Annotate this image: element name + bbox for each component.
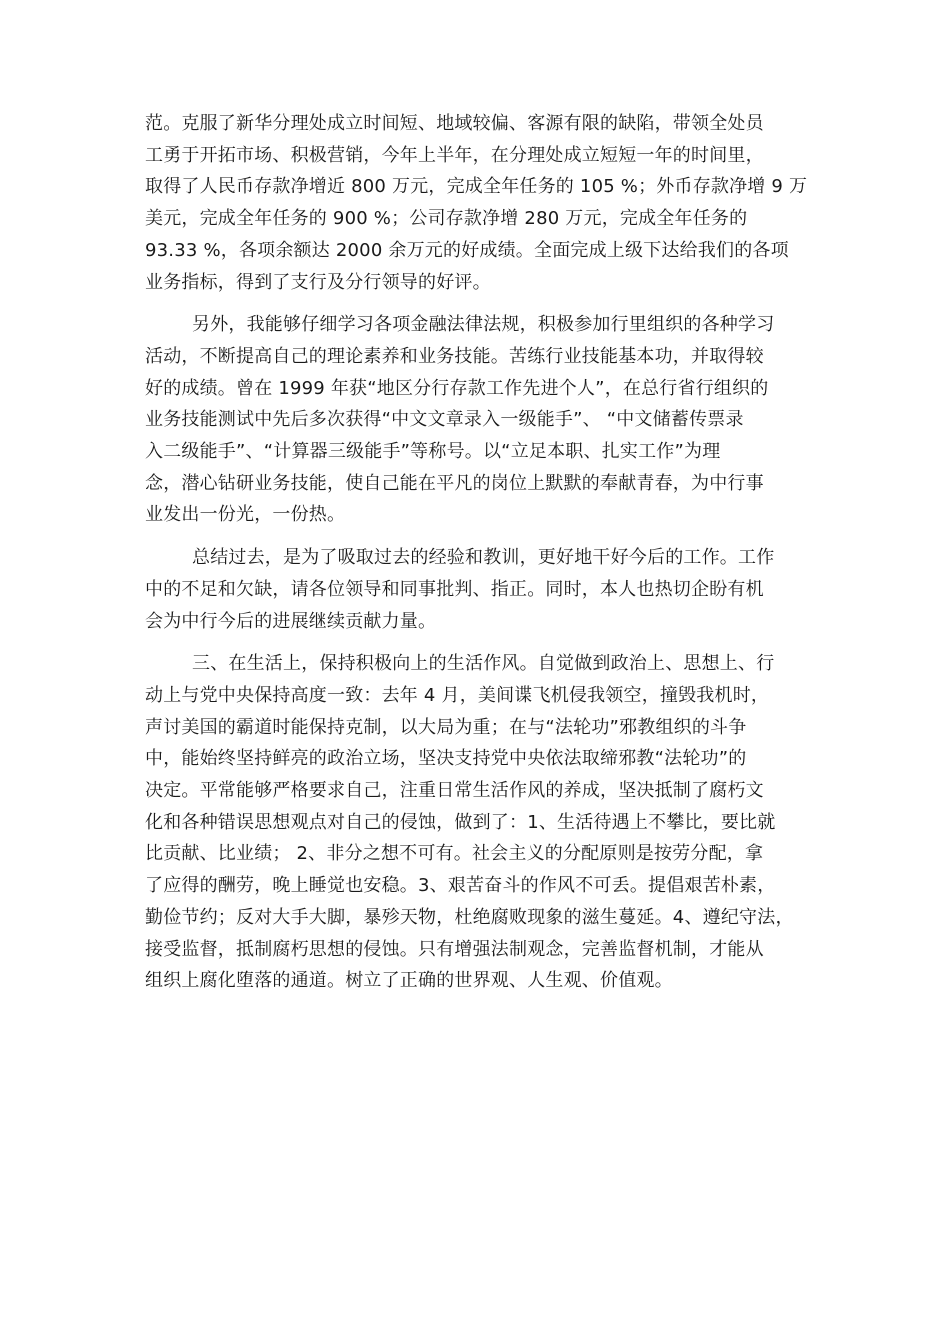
text-line: 勤俭节约；反对大手大脚，暴殄天物，杜绝腐败现象的滋生蔓延。4、遵纪守法，	[145, 906, 794, 928]
text-line: 了应得的酬劳，晚上睡觉也安稳。3、艰苦奋斗的作风不可丢。提倡艰苦朴素，	[145, 875, 776, 897]
text-line: 接受监督，抵制腐朽思想的侵蚀。只有增强法制观念，完善监督机制，才能从	[145, 938, 764, 960]
text-line: 声讨美国的霸道时能保持克制，以大局为重；在与“法轮功”邪教组织的斗争	[145, 716, 747, 738]
paragraph	[145, 648, 815, 997]
text-line: 比贡献、比业绩； 2、非分之想不可有。社会主义的分配原则是按劳分配，拿	[145, 843, 764, 865]
text-line: 美元，完成全年任务的 900 %；公司存款净增 280 万元，完成全年任务的	[145, 208, 748, 230]
paragraph	[145, 309, 815, 531]
text-line: 另外，我能够仔细学习各项金融法律法规，积极参加行里组织的各种学习	[192, 314, 775, 336]
text-line: 范。克服了新华分理处成立时间短、地域较偏、客源有限的缺陷，带领全处员	[145, 113, 764, 134]
text-line: 业发出一份光，一份热。	[145, 504, 346, 526]
text-line: 决定。平常能够严格要求自己，注重日常生活作风的养成，坚决抵制了腐朽文	[145, 780, 764, 802]
text-line: 组织上腐化堕落的通道。树立了正确的世界观、人生观、价值观。	[145, 970, 673, 992]
text-line: 中的不足和欠缺，请各位领导和同事批判、指正。同时，本人也热切企盼有机	[145, 578, 764, 600]
text-line: 会为中行今后的进展继续贡献力量。	[145, 610, 437, 632]
text-line: 三、在生活上，保持积极向上的生活作风。自觉做到政治上、思想上、行	[192, 653, 775, 675]
text-line: 93.33 %，各项余额达 2000 余万元的好成绩。全面完成上级下达给我们的各项	[145, 239, 789, 261]
text-line: 业务指标，得到了支行及分行领导的好评。	[145, 271, 491, 293]
text-line: 工勇于开拓市场、积极营销，今年上半年，在分理处成立短短一年的时间里，	[145, 144, 764, 166]
text-line: 念，潜心钻研业务技能，使自己能在平凡的岗位上默默的奉献青春，为中行事	[145, 472, 764, 494]
text-line: 化和各种错误思想观点对自己的侵蚀，做到了：1、生活待遇上不攀比，要比就	[145, 811, 776, 833]
text-line: 业务技能测试中先后多次获得“中文文章录入一级能手”、 “中文储蓄传票录	[145, 409, 744, 431]
text-line: 活动，不断提高自己的理论素养和业务技能。苦练行业技能基本功，并取得较	[145, 345, 764, 367]
paragraph	[145, 108, 815, 298]
text-line: 中，能始终坚持鲜亮的政治立场，坚决支持党中央依法取缔邪教“法轮功”的	[145, 748, 747, 770]
text-line: 动上与党中央保持高度一致：去年 4 月，美间谍飞机侵我领空，撞毁我机时，	[145, 684, 770, 706]
text-line: 好的成绩。曾在 1999 年获“地区分行存款工作先进个人”，在总行省行组织的	[145, 377, 769, 399]
paragraph	[145, 542, 815, 637]
text-line: 入二级能手”、“计算器三级能手”等称号。以“立足本职、扎实工作”为理	[145, 441, 721, 463]
text-line: 总结过去，是为了吸取过去的经验和教训，更好地干好今后的工作。工作	[192, 547, 775, 569]
text-line: 取得了人民币存款净增近 800 万元，完成全年任务的 105 %；外币存款净增 9 万	[145, 176, 808, 198]
document-body	[145, 108, 815, 1008]
